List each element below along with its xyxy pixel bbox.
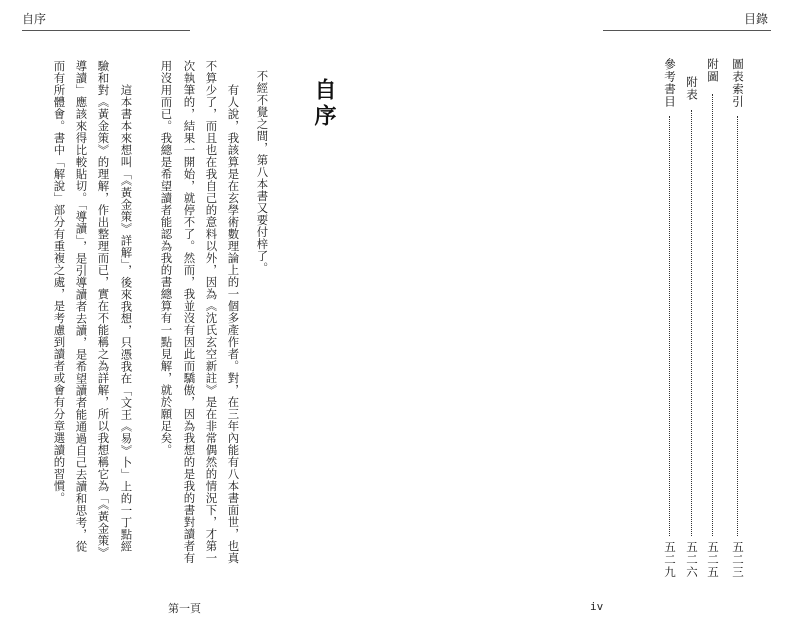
toc-label: 參考書目	[663, 58, 677, 108]
toc-page-number: 五二五	[706, 540, 720, 578]
toc-entry[interactable]	[685, 58, 699, 578]
body-line: 次執筆的，結果一開始，就停不了。然而，我並沒有因此而驕傲，因為我想的是我的書對讀者有	[182, 60, 197, 564]
toc-leader-dots	[712, 94, 713, 536]
left-page	[0, 0, 396, 625]
toc-leader-dots	[669, 116, 670, 536]
page-number-right: iv	[590, 600, 604, 613]
running-header-right: 目錄	[744, 12, 769, 26]
body-line: 而有所體會。書中「解說」部分有重複之處，是考慮到讀者或會有分章選讀的習慣。	[52, 60, 67, 504]
toc-entry[interactable]	[731, 58, 745, 578]
toc-label: 附表	[685, 76, 699, 101]
chapter-title: 自序	[311, 78, 336, 130]
page-number-left: 第一頁	[168, 602, 201, 615]
toc-label: 附圖	[706, 58, 720, 83]
toc-label: 圖表索引	[731, 58, 745, 108]
running-header-left: 自序	[22, 12, 47, 26]
body-line: 用沒用而已。我總是希望讀者能認為我的書總算有一點見解，就於願足矣。	[159, 60, 174, 456]
body-line: 這本書本來想叫「《黃金策》詳解」，後來我想，只憑我在「文王《易》卜」上的一丁點經	[119, 84, 134, 553]
toc-page-number: 五二六	[685, 540, 699, 578]
right-page	[396, 0, 793, 625]
toc-entry[interactable]	[706, 58, 720, 578]
body-line: 導讀」應該來得比較貼切。「導讀」，是引導讀者去讀，是希望讀者能通過自己去讀和思考，從	[74, 60, 89, 553]
toc-page-number: 五二三	[731, 540, 745, 578]
header-rule-left	[22, 30, 190, 31]
body-line: 不算少了，而且也在我自己的意料以外，因為《沈氏玄空新註》是在非常偶然的情況下，才第一	[204, 60, 219, 564]
body-line: 不經不覺之間，第八本書又要付梓了。	[255, 70, 270, 274]
toc-leader-dots	[737, 116, 738, 536]
toc-entry[interactable]	[663, 58, 677, 578]
toc-page-number: 五二九	[663, 540, 677, 578]
body-line: 有人說，我該算是在玄學術數理論上的一個多產作者。對，在三年內能有八本書面世，也真	[226, 84, 241, 564]
toc-leader-dots	[691, 110, 692, 536]
body-line: 驗和對《黃金策》的理解，作出整理而已，實在不能稱之為詳解，所以我想稱它為「《黃金策》	[96, 60, 111, 559]
header-rule-right	[603, 30, 771, 31]
